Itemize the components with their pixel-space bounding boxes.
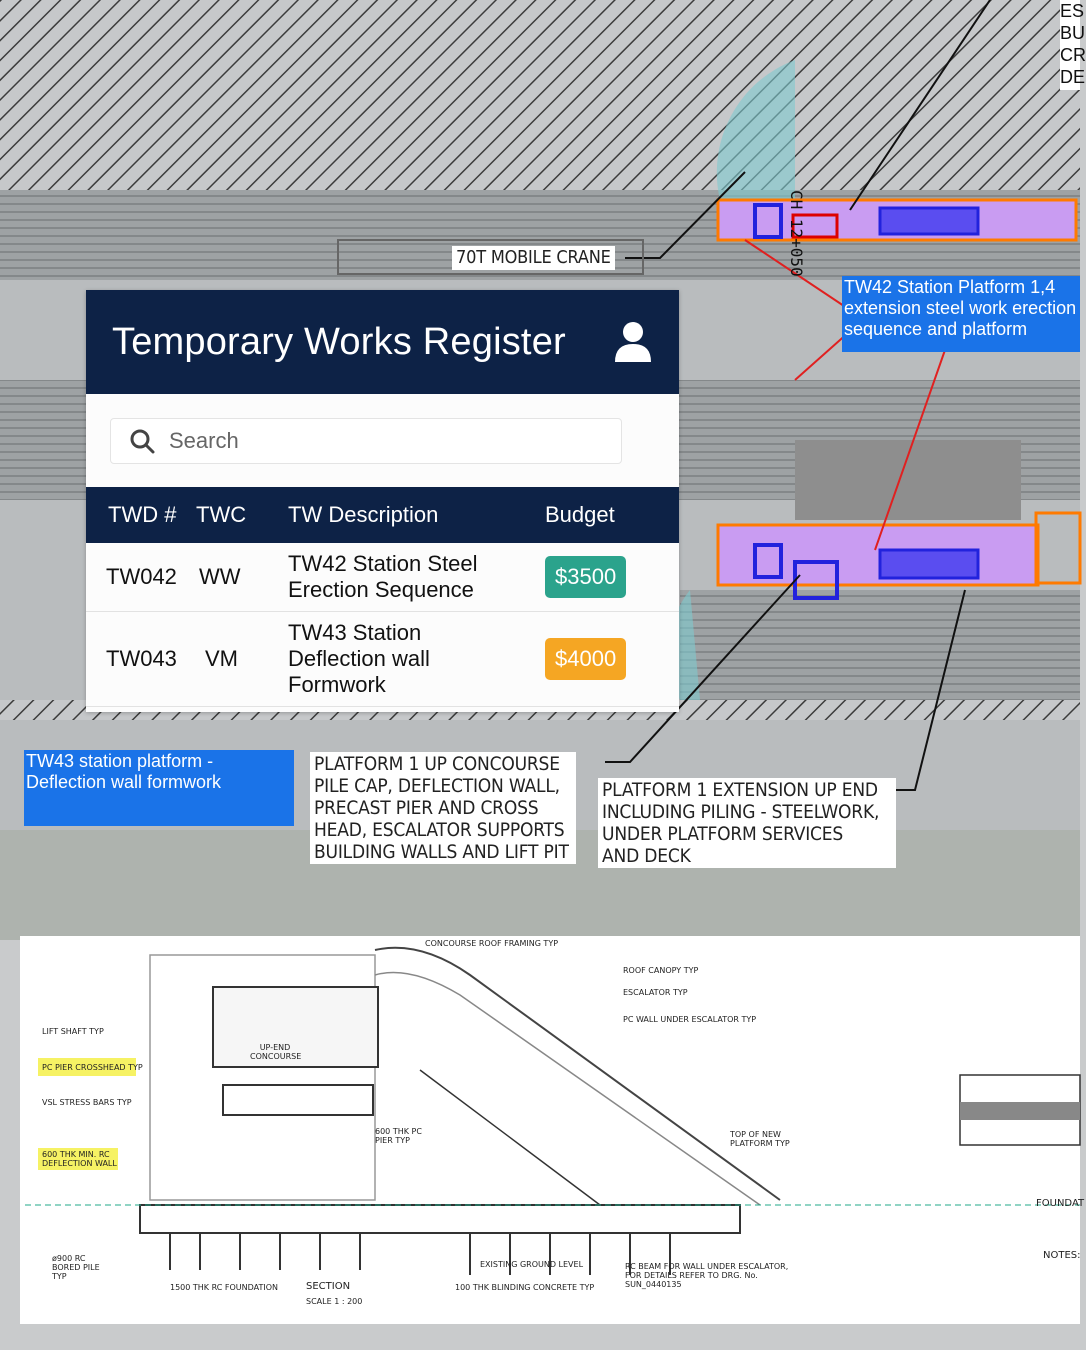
table-row[interactable] — [86, 543, 679, 611]
user-profile-icon[interactable] — [613, 320, 653, 364]
budget-badge: $3500 — [545, 556, 626, 598]
pc-pier-label: PC PIER CROSSHEAD TYP — [42, 1063, 143, 1072]
table-header-row — [86, 487, 679, 543]
tw43-note: TW43 station platform - Deflection wall formwork — [24, 750, 294, 826]
twd-cell: TW043 — [106, 645, 177, 671]
search-box[interactable] — [110, 418, 622, 464]
budget-cell — [544, 611, 679, 706]
concourse-roof-label: CONCOURSE ROOF FRAMING TYP — [425, 939, 559, 948]
description-cell: TW43 Station Deflection wall Formwork — [288, 619, 430, 697]
register-header — [86, 290, 679, 394]
blinding-label: 100 THK BLINDING CONCRETE TYP — [455, 1283, 595, 1292]
chainage-label: CH 12+050 — [787, 190, 806, 277]
twc-cell: VM — [205, 645, 238, 671]
notes-label: NOTES: — [1043, 1250, 1081, 1261]
section-scale: SCALE 1 : 200 — [306, 1297, 363, 1306]
column-header-budget[interactable]: Budget — [545, 502, 615, 527]
tw42-note: TW42 Station Platform 1,4 extension steel work erection sequence and platform — [842, 276, 1080, 352]
escalator-label: ESCALATOR TYP — [623, 988, 688, 997]
section-title: SECTION — [306, 1281, 351, 1292]
vsl-label: VSL STRESS BARS TYP — [42, 1098, 132, 1107]
table-row[interactable] — [86, 611, 679, 706]
existing-ground-label: EXISTING GROUND LEVEL — [480, 1260, 584, 1269]
founda-label: FOUNDAT — [1036, 1198, 1085, 1209]
crane-label: 70T MOBILE CRANE — [452, 246, 615, 270]
extension-note: PLATFORM 1 EXTENSION UP END INCLUDING PILING - STEELWORK, UNDER PLATFORM SERVICES AND DECK — [598, 778, 896, 868]
budget-badge: $4000 — [545, 638, 626, 680]
column-header-description[interactable]: TW Description — [288, 502, 439, 527]
lift-shaft-label: LIFT SHAFT TYP — [42, 1027, 104, 1036]
roof-canopy-label: ROOF CANOPY TYP — [623, 966, 699, 975]
search-input[interactable] — [167, 427, 571, 455]
search-icon — [129, 428, 155, 454]
description-cell: TW42 Station Steel Erection Sequence — [288, 550, 478, 602]
column-header-twc[interactable]: TWC — [196, 502, 247, 527]
pc-wall-label: PC WALL UNDER ESCALATOR TYP — [623, 1015, 757, 1024]
corner-text: ES BU CR DE — [1060, 0, 1080, 90]
temporary-works-register-panel — [86, 290, 679, 712]
column-header-twd[interactable]: TWD # — [108, 502, 177, 527]
twc-cell: WW — [199, 563, 241, 589]
rc-beam-label: RC BEAM FOR WALL UNDER ESCALATOR, FOR DETAILS REFER TO DRG. No. SUN_0440135 — [625, 1262, 789, 1289]
top-platform-label: TOP OF NEW PLATFORM TYP — [730, 1130, 790, 1148]
search-bar — [86, 394, 679, 487]
upend-label: UP-END CONCOURSE — [250, 1043, 302, 1061]
budget-cell — [544, 543, 679, 611]
works-table — [86, 487, 679, 707]
concourse-note: PLATFORM 1 UP CONCOURSE PILE CAP, DEFLECTION WALL, PRECAST PIER AND CROSS HEAD, ESCALATOR SUPPORTS BUILDING WALLS AND LIFT PIT — [310, 752, 576, 864]
bored-pile-label: ø900 RC BORED PILE TYP — [52, 1254, 100, 1281]
foundation-label: 1500 THK RC FOUNDATION — [170, 1283, 279, 1292]
page-title: Temporary Works Register — [112, 320, 566, 363]
deflection-label: 600 THK MIN. RC DEFLECTION WALL — [42, 1150, 117, 1168]
pier-typ-label: 600 THK PC PIER TYP — [375, 1127, 422, 1145]
twd-cell: TW042 — [106, 563, 177, 589]
